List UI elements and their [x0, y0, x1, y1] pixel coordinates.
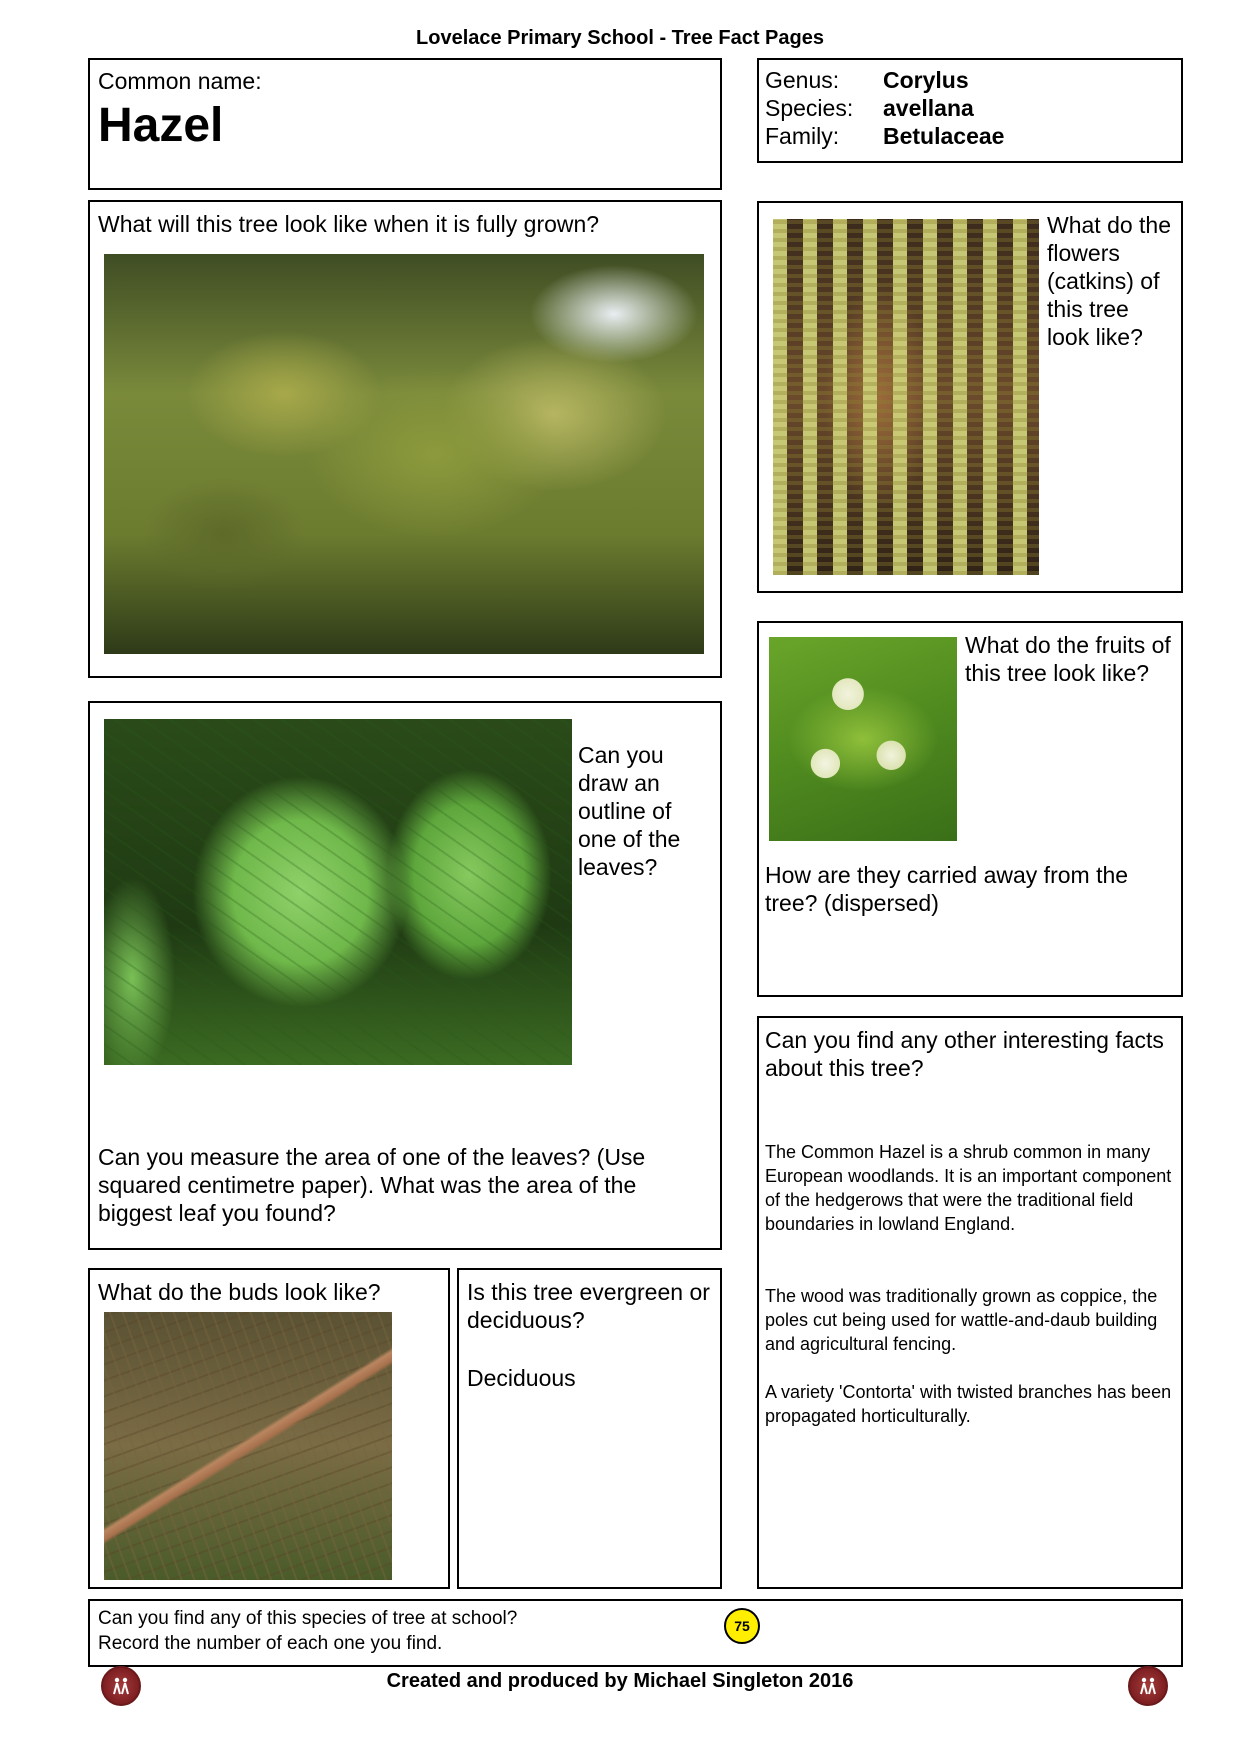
leaves-box	[88, 701, 722, 1250]
taxonomy-box	[757, 58, 1183, 163]
genus-value: Corylus	[883, 67, 969, 93]
school-count-line-2: Record the number of each one you find.	[98, 1633, 443, 1654]
facts-question: Can you find any other interesting facts about this tree?	[765, 1027, 1164, 1081]
facts-box	[757, 1016, 1183, 1589]
school-count-line-1: Can you find any of this species of tree at school?	[98, 1608, 518, 1629]
evergreen-question: Is this tree evergreen or deciduous?	[467, 1279, 710, 1333]
fruits-box	[757, 621, 1183, 997]
catkins-photo	[773, 219, 1039, 575]
hazel-buds-photo	[104, 1312, 392, 1580]
catkins-question: What do the flowers (catkins) of this tree look like?	[1047, 212, 1172, 350]
common-name-label: Common name:	[98, 68, 262, 94]
common-name-value: Hazel	[98, 99, 224, 152]
footer-credit: Created and produced by Michael Singleton 2016	[386, 1670, 854, 1692]
evergreen-answer: Deciduous	[467, 1365, 576, 1391]
species-value: avellana	[883, 95, 974, 121]
dispersal-question: How are they carried away from the tree? (dispersed)	[765, 862, 1129, 916]
fully-grown-box	[88, 200, 722, 678]
facts-paragraph-2: The wood was traditionally grown as coppice, the poles cut being used for wattle-and-daub building and agricultural fencing.	[765, 1286, 1158, 1354]
facts-paragraph-3: A variety 'Contorta' with twisted branches has been propagated horticulturally.	[765, 1382, 1172, 1426]
fruits-question: What do the fruits of this tree look like?	[965, 632, 1171, 686]
buds-question: What do the buds look like?	[98, 1279, 381, 1305]
hazel-leaves-photo	[104, 719, 572, 1065]
genus-label: Genus:	[765, 67, 840, 93]
hazel-tree-photo	[104, 254, 704, 654]
family-label: Family:	[765, 123, 840, 149]
catkins-box	[757, 201, 1183, 593]
common-name-box	[88, 58, 722, 190]
buds-box	[88, 1268, 450, 1589]
school-logo-right-figures-icon	[1138, 1676, 1158, 1696]
species-label: Species:	[765, 95, 854, 121]
school-logo-right	[1128, 1666, 1168, 1706]
evergreen-box	[457, 1268, 722, 1589]
leaf-outline-question: Can you draw an outline of one of the leaves?	[578, 742, 681, 880]
page-number-badge: 75	[724, 1608, 760, 1644]
fully-grown-question: What will this tree look like when it is fully grown?	[98, 211, 600, 237]
page-header-title: Lovelace Primary School - Tree Fact Pages	[416, 27, 824, 49]
school-count-box	[88, 1599, 1183, 1667]
leaf-area-question: Can you measure the area of one of the leaves? (Use squared centimetre paper). What was the area of the biggest leaf you found?	[98, 1144, 646, 1226]
facts-paragraph-1: The Common Hazel is a shrub common in many European woodlands. It is an important component of the hedgerows that were the traditional field boundaries in lowland England.	[765, 1142, 1172, 1234]
family-value: Betulaceae	[883, 123, 1005, 149]
hazelnut-fruit-photo	[769, 637, 957, 841]
